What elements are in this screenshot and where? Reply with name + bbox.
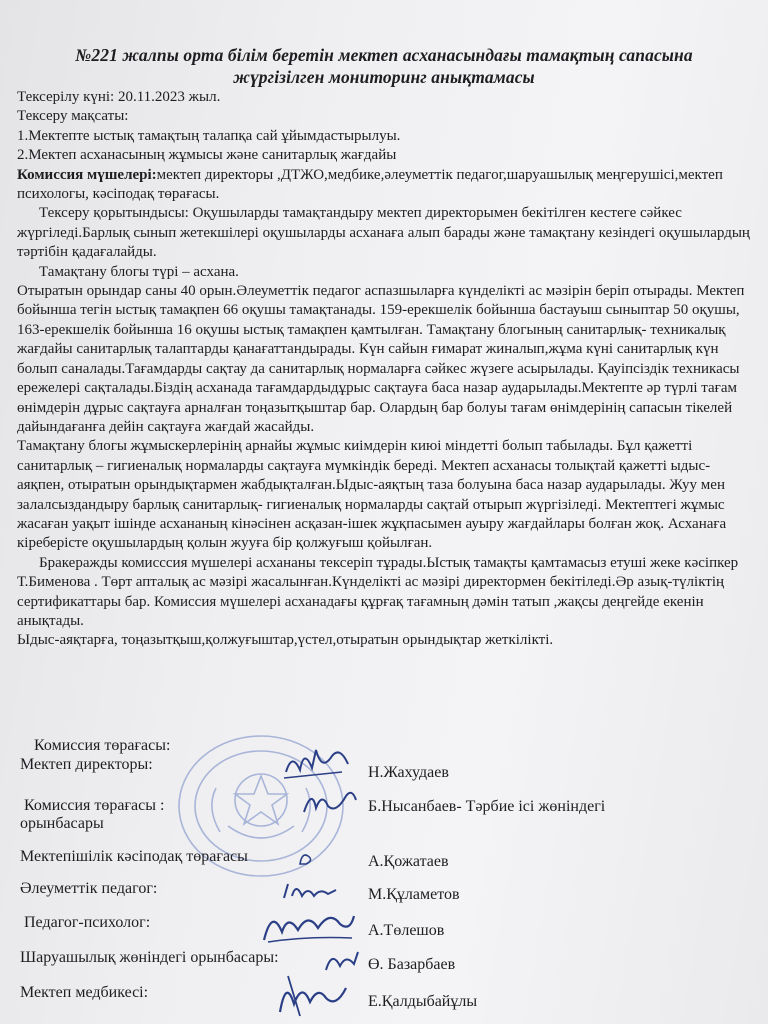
inspection-date: Тексерілу күні: 20.11.2023 жыл. bbox=[17, 89, 221, 105]
union-signature bbox=[296, 848, 318, 868]
deputy-name: Б.Нысанбаев- Тәрбие ісі жөніндегі bbox=[368, 798, 606, 815]
psychologist-signature bbox=[258, 902, 358, 948]
signatures-block bbox=[0, 730, 768, 1024]
deputy-label-1: Комиссия төрағасы : bbox=[24, 797, 165, 814]
dishes-paragraph: Ыдыс-аяқтарға, тоңазытқыш,қолжуғыштар,үстел,отыратын орындықтар жеткілікті. bbox=[17, 632, 554, 649]
psychologist-name: А.Төлешов bbox=[368, 922, 445, 939]
purpose-heading: Тексеру мақсаты: bbox=[17, 108, 129, 125]
nurse-name: Е.Қалдыбайұлы bbox=[368, 993, 478, 1010]
document-body bbox=[17, 88, 752, 651]
director-label: Мектеп директоры: bbox=[20, 756, 153, 773]
document-title bbox=[0, 44, 768, 88]
inspection-result-paragraph: Тексеру қорытындысы: Оқушыларды тамақтандыру мектеп директорымен бекітілген кестеге сәйкес жүргіледі.Барлық сынып жетекшілері оқушыларды асханаға алып барады және тамақтану кезіндегі оқушылардың тәртібін қадағалайды. bbox=[17, 205, 750, 261]
purpose-item-1: 1.Мектепте ыстық тамақтың талапқа сай ұйымдастырылуы. bbox=[17, 127, 401, 144]
commission-members bbox=[17, 166, 752, 205]
chair-label: Комиссия төрағасы: bbox=[34, 737, 171, 754]
title-line-1: №221 жалпы орта білім беретін мектеп асханасындағы тамақтың сапасына bbox=[75, 45, 693, 65]
commission-label: Комиссия мүшелері: bbox=[17, 166, 157, 183]
union-name: А.Қожатаев bbox=[368, 853, 449, 870]
social-pedagogue-name: М.Құламетов bbox=[368, 886, 460, 903]
deputy-signature bbox=[300, 784, 360, 818]
union-label: Мектепішілік кәсіподақ төрағасы bbox=[20, 848, 248, 865]
purpose-item-2: 2.Мектеп асханасының жұмысы және санитарлық жағдайы bbox=[17, 147, 397, 164]
seating-paragraph: Отыратын орындар саны 40 орын.Әлеуметтік педагог аспазшыларға күнделікті ас мәзірін беріп отырады. Мектеп бойынша тегін ыстық тамақпен 66 оқушы тамақтанады. 159-ерекшелік бойынша бастауыш сыныптар 50 оқушы, 163-ерекшелік бойынша 16 оқушы ыстық тамақпен қамтылған. Тамақтану блогының санитарлық- техникалық жағдайы санитарлық талаптарды қанағаттандырады. Күн сайын ғимарат жиналып,жұма күні санитарлық күн болып саналады.Тағамдарды сақтау да санитарлық нормаларға сәйкес жүзеге асырылады. Қауіпсіздік техникасы ережелері сақталады.Біздің асханада тағамдардыдұрыс сақтауға баса назар аударылады.Мектепте әр түрлі тағам өнімдерін дұрыс сақтауға арналған тоңазытқыштар бар. Олардың бар болуы тағам өнімдерінің сапасын тікелей дайындағанға дейін сақтауға жағдай жасайды. bbox=[17, 283, 745, 435]
social-pedagogue-label: Әлеуметтік педагог: bbox=[20, 880, 158, 897]
deputy-label-2: орынбасары bbox=[20, 815, 104, 832]
director-signature bbox=[282, 742, 354, 786]
household-deputy-label: Шаруашылық жөніндегі орынбасары: bbox=[20, 949, 279, 966]
nurse-signature bbox=[272, 968, 352, 1020]
director-name: Н.Жахудаев bbox=[368, 764, 449, 781]
staff-clothing-paragraph: Тамақтану блогы жұмыскерлерінің арнайы жұмыс киімдерін киюі міндетті болып табылады. Бұл қажетті санитарлық – гигиеналық нормаларды сақтауға мүмкіндік береді. Мектеп асханасы толықтай қажетті ыдыс-аяқпен, отыратын орындықтармен жабдықталған.Ыдыс-аяқтың таза болуына баса назар аударылады. Жуу мен залалсыздандыру барлық санитарлық- гигиеналық нормаларды сақтай отырып жүргізіледі. Мектептегі жұмыс жасаған уақыт ішінде асхананың кінәсінен асқазан-ішек жұқпасымен ауыру жағдайлары болған жоқ. Асханаға кіреберісте оқушылардың қолын жууға бір қолжуғыш қойылған. bbox=[17, 438, 727, 552]
title-line-2: жүргізілген мониторинг анықтамасы bbox=[233, 67, 535, 87]
psychologist-label: Педагог-психолог: bbox=[24, 914, 151, 931]
canteen-type-paragraph: Тамақтану блогы түрі – асхана. bbox=[39, 263, 239, 280]
brakerage-paragraph: Бракеражды комисссия мүшелері асхананы тексеріп тұрады.Ыстық тамақты қамтамасыз етуші жеке кәсіпкер Т.Бименова . Төрт апталық ас мәзірі жасалынған.Күнделікті ас мәзірі директормен бекітіледі.Әр азық-түліктің сертификаттары бар. Комиссия мүшелері асханадағы құрғақ тағамның дәмін татып ,жақсы деңгейде екенін анықтады. bbox=[17, 554, 739, 629]
nurse-label: Мектеп медбикесі: bbox=[20, 984, 149, 1001]
household-deputy-name: Ө. Базарбаев bbox=[368, 956, 456, 973]
commission-text: мектеп директоры ,ДТЖО,медбике,әлеуметтік педагог,шаруашылық меңгерушісі,мектеп психологы, кәсіподақ төрағасы. bbox=[17, 166, 723, 203]
